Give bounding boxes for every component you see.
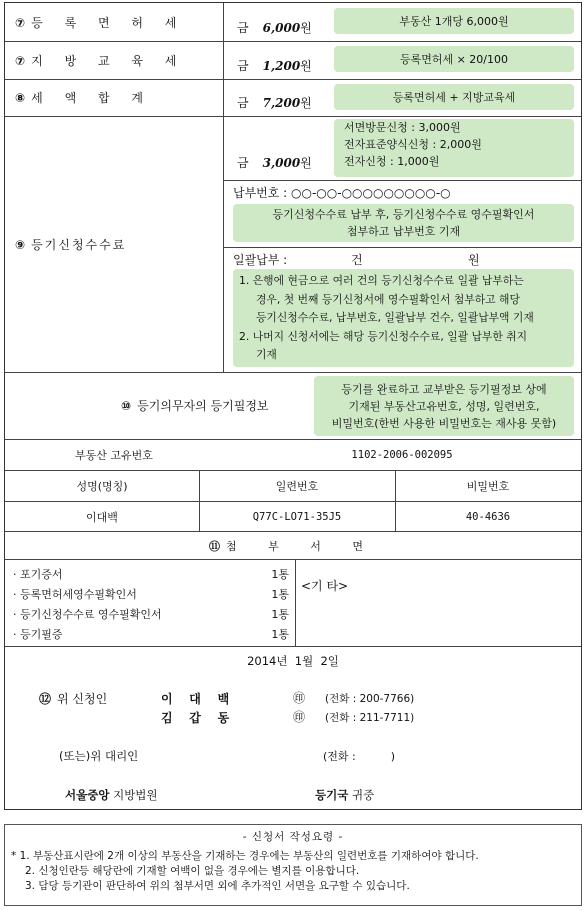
- application-date: 2014년 1월 2일: [247, 654, 339, 668]
- bulk-note-line: 1. 은행에 현금으로 여러 건의 등기신청수수료 일괄 납부하는: [239, 274, 524, 287]
- payment-number: 납부번호 : ○○-○○-○○○○○○○○○-○: [233, 186, 451, 200]
- obligor-note-line: 비밀번호(한번 사용한 비밀번호는 재사용 못함): [331, 416, 557, 430]
- payment-note-line: 등기신청수수료 납부 후, 등기신청수수료 영수필확인서: [272, 208, 535, 221]
- rate-paper: 서면방문신청 : 3,000원: [344, 121, 461, 134]
- bulk-note-line: 등기신청수수료, 납부번호, 일괄납부 건수, 일괄납부액 기재: [256, 311, 534, 324]
- agent-label: (또는)위 대리인: [59, 749, 139, 763]
- attachment-item: · 포기증서 1통: [13, 568, 289, 581]
- fee-note-total-tax: 등록면허세 + 지방교육세: [334, 84, 574, 110]
- fee-amount-education-tax: 금 1,200원: [237, 59, 312, 73]
- guide-title: - 신청서 작성요령 -: [242, 831, 344, 843]
- header-name: 성명(명칭): [76, 480, 128, 493]
- fee-label-registration-tax: ⑦ 등 록 면 허 세: [15, 16, 186, 30]
- applicant-label: ⑫ 위 신청인: [39, 692, 108, 706]
- bulk-payment-amount-unit: 원: [468, 253, 480, 267]
- guide-items: [5, 849, 581, 894]
- attachments-other: <기 타>: [301, 579, 349, 593]
- registration-fee-amount: 금 3,000원: [237, 156, 312, 170]
- fee-amount-registration-tax: 금 6,000원: [237, 21, 312, 35]
- attachment-item: · 등록면허세영수필확인서 1통: [13, 588, 289, 601]
- guide-item: * 1. 부동산표시란에 2개 이상의 부동산을 기재하는 경우에는 부동산의 일련번호를 기재하여야 합니다.: [11, 850, 479, 862]
- payment-note-line: 첨부하고 납부번호 기재: [346, 225, 461, 238]
- applicant-phone: (전화 : 200-7766): [325, 693, 415, 705]
- guide-item: 3. 담당 등기관이 판단하여 위의 첨부서면 외에 추가적인 서면을 요구할 수 있습니다.: [25, 880, 410, 892]
- bulk-payment-label: 일괄납부 :: [233, 253, 288, 267]
- bulk-note-line: 2. 나머지 신청서에는 해당 등기신청수수료, 일괄 납부한 취지: [239, 329, 528, 343]
- fee-note-registration-tax: 부동산 1개당 6,000원: [334, 8, 574, 34]
- seal-icon: ㊞: [293, 710, 306, 724]
- registration-fee-rates: [334, 119, 574, 177]
- bulk-payment-count-unit: 건: [351, 253, 363, 267]
- obligor-info-label: ⑩ 등기의무자의 등기필정보: [121, 399, 269, 413]
- registry-office: 등기국 귀중: [315, 788, 375, 802]
- fee-label-total-tax: ⑧ 세 액 합 계: [15, 91, 152, 105]
- guide-item: 2. 신청인란등 해당란에 기재할 여백이 없을 경우에는 별지를 이용합니다.: [25, 865, 360, 877]
- seal-icon: ㊞: [293, 691, 306, 705]
- court-name: 서울중앙 지방법원: [65, 788, 158, 802]
- bulk-payment-note: [233, 269, 574, 367]
- obligor-password: 40-4636: [465, 510, 511, 523]
- applicant-phone: (전화 : 211-7711): [325, 712, 415, 724]
- application-form: [4, 2, 582, 810]
- fee-note-education-tax: 등록면허세 × 20/100: [334, 46, 574, 72]
- obligor-name: 이대백: [86, 510, 118, 524]
- attachments-list: [13, 565, 289, 645]
- rate-e-filing: 전자신청 : 1,000원: [344, 155, 440, 168]
- obligor-note-line: 기재된 부동산고유번호, 성명, 일련번호,: [348, 399, 540, 413]
- rate-e-form: 전자표준양식신청 : 2,000원: [344, 138, 482, 151]
- obligor-note-line: 등기를 완료하고 교부받은 등기필정보 상에: [341, 382, 547, 396]
- agent-phone: (전화 : ): [323, 750, 396, 763]
- unique-number-label: 부동산 고유번호: [75, 449, 153, 462]
- writing-guide: [4, 824, 582, 906]
- fee-amount-total-tax: 금 7,200원: [237, 96, 312, 110]
- attachments-title: ⑪ 첨 부 서 면: [209, 539, 377, 553]
- registration-fee-label: ⑨ 등기신청수수료: [15, 238, 127, 252]
- unique-number-value: 1102-2006-002095: [351, 449, 453, 461]
- bulk-note-line: 기재: [256, 348, 277, 361]
- attachment-item: · 등기신청수수료 영수필확인서 1통: [13, 608, 289, 621]
- obligor-serial: Q77C-LO71-35J5: [252, 510, 342, 523]
- applicant-name: 이 대 백: [161, 692, 230, 706]
- header-serial: 일련번호: [275, 480, 319, 493]
- payment-number-note: [233, 204, 574, 242]
- fee-label-education-tax: ⑦ 지 방 교 육 세: [15, 54, 186, 68]
- bulk-note-line: 경우, 첫 번째 등기신청서에 영수필확인서 첨부하고 해당: [256, 292, 520, 306]
- applicant-name: 김 갑 동: [161, 711, 230, 725]
- header-password: 비밀번호: [466, 480, 510, 493]
- attachment-item: · 등기필증 1통: [13, 628, 289, 641]
- obligor-info-note: [314, 376, 574, 436]
